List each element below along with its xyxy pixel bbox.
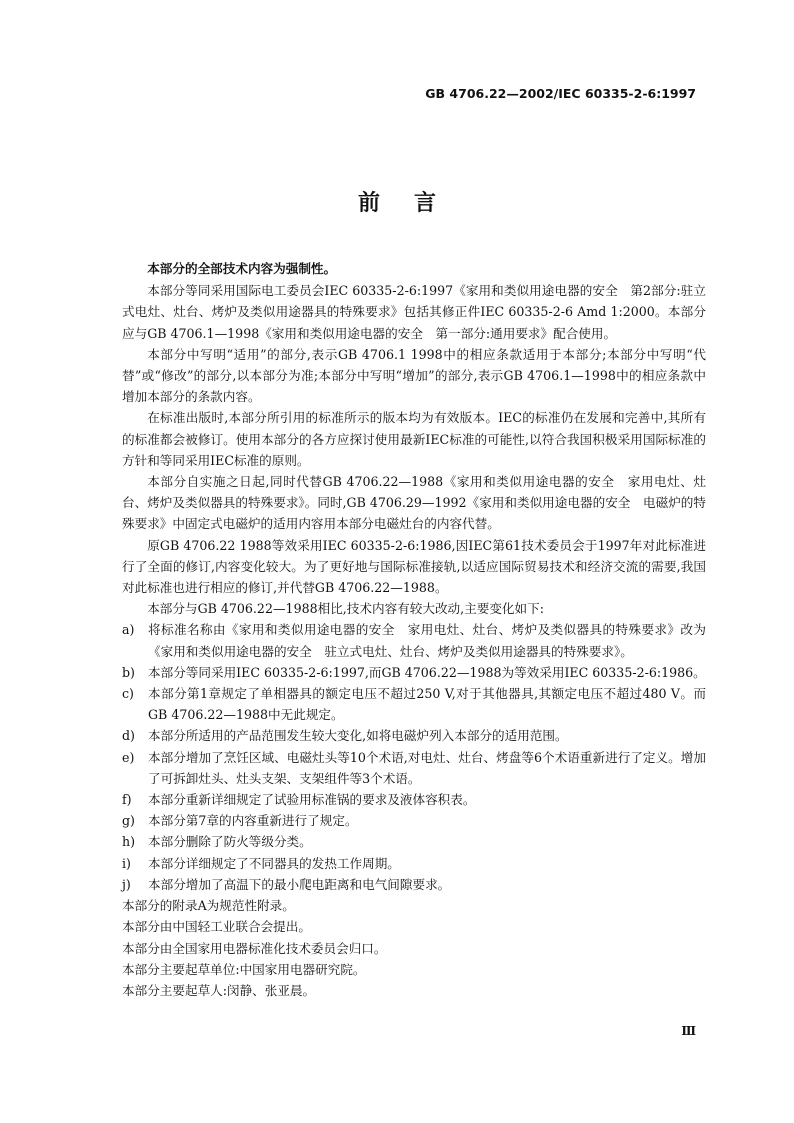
paragraph: 本部分与GB 4706.22—1988相比,技术内容有较大改动,主要变化如下: [147, 601, 544, 617]
paragraph: 在标准出版时,本部分所引用的标准所示的版本均为有效版本。IEC的标准仍在发展和完善中,其所有的标准都会被修订。使用本部分的各方应探讨使用最新IEC标准的可能性,以符合我国积极采用国际标准的方针和等同采用IEC标准的原则。 [122, 410, 706, 468]
list-label: d) [122, 728, 135, 744]
list-item [122, 789, 706, 810]
drafters-statement: 本部分主要起草人:闵静、张亚晨。 [122, 982, 316, 998]
list-text: 本部分增加了高温下的最小爬电距离和电气间隙要求。 [148, 876, 451, 892]
list-item [122, 810, 706, 831]
list-text: 本部分第7章的内容重新进行了规定。 [148, 813, 358, 829]
drafting-unit-statement: 本部分主要起草单位:中国家用电器研究院。 [122, 961, 366, 977]
list-text: 将标准名称由《家用和类似用途电器的安全 家用电灶、灶台、烤炉及类似器具的特殊要求》改为《家用和类似用途电器的安全 驻立式电灶、灶台、烤炉及类似用途器具的特殊要求》。 [148, 622, 706, 659]
list-label: c) [122, 686, 134, 702]
list-item [122, 831, 706, 852]
list-label: a) [122, 622, 135, 638]
annex-statement: 本部分的附录A为规范性附录。 [122, 898, 295, 914]
list-text: 本部分增加了烹饪区域、电磁灶头等10个术语,对电灶、灶台、烤盘等6个术语重新进行了定义。增加了可拆卸灶头、灶头支架、支架组件等3个术语。 [148, 749, 706, 786]
paragraph: 本部分中写明“适用”的部分,表示GB 4706.1 1998中的相应条款适用于本部分;本部分中写明“代替”或“修改”的部分,以本部分为准;本部分中写明“增加”的部分,表示GB 4706.1—1998中的相应条款中增加本部分的条款内容。 [122, 346, 706, 405]
paragraph: 本部分自实施之日起,同时代替GB 4706.22—1988《家用和类似用途电器的安全 家用电灶、灶台、烤炉及类似器具的特殊要求》。同时,GB 4706.29—1992《家用和类似用途电器的安全 电磁炉的特殊要求》中固定式电磁炉的适用内容用本部分电磁灶台的内容代替。 [122, 474, 706, 532]
foreword-body [122, 258, 706, 1001]
list-label: b) [122, 664, 135, 680]
paragraph: 原GB 4706.22 1988等效采用IEC 60335-2-6:1986,因IEC第61技术委员会于1997年对此标准进行了全面的修订,内容变化较大。为了更好地与国际标准接轨,以适应国际贸易技术和经济交流的需要,我国对此标准也进行相应的修订,并代替GB 4706.22—1988。 [122, 537, 706, 596]
proposer-statement: 本部分由中国轻工业联合会提出。 [122, 919, 311, 935]
list-text: 本部分详细规定了不同器具的发热工作周期。 [148, 855, 400, 871]
list-label: g) [122, 813, 135, 829]
list-text: 本部分第1章规定了单相器具的额定电压不超过250 V,对于其他器具,其额定电压不超过480 V。而GB 4706.22—1988中无此规定。 [148, 686, 706, 723]
list-text: 本部分等同采用IEC 60335-2-6:1997,而GB 4706.22—1988为等效采用IEC 60335-2-6:1986。 [148, 664, 706, 680]
paragraph: 本部分等同采用国际电工委员会IEC 60335-2-6:1997《家用和类似用途电器的安全 第2部分:驻立式电灶、灶台、烤炉及类似用途器具的特殊要求》包括其修正件IEC 60335-2-6 Amd 1:2000。本部分应与GB 4706.1—1998《家用和类似用途电器的安全 第一部分:通用要求》配合使用。 [122, 283, 706, 341]
list-text: 本部分重新详细规定了试验用标准锅的要求及液体容积表。 [148, 792, 476, 808]
list-item [122, 619, 706, 661]
list-label: e) [122, 749, 135, 765]
list-item [122, 725, 706, 746]
committee-statement: 本部分由全国家用电器标准化技术委员会归口。 [122, 940, 387, 956]
list-label: f) [122, 792, 132, 808]
changes-list [122, 619, 706, 895]
list-label: i) [122, 855, 131, 871]
list-text: 本部分所适用的产品范围发生较大变化,如将电磁炉列入本部分的适用范围。 [148, 728, 568, 744]
list-label: h) [122, 834, 136, 850]
list-item [122, 683, 706, 725]
page-number: Ⅲ [681, 1024, 696, 1038]
list-item [122, 874, 706, 895]
list-item [122, 853, 706, 874]
page-title: 前言 [357, 191, 470, 216]
list-text: 本部分删除了防火等级分类。 [148, 834, 312, 850]
list-item [122, 662, 706, 683]
list-item [122, 747, 706, 789]
standard-number: GB 4706.22—2002/IEC 60335-2-6:1997 [425, 86, 696, 101]
mandatory-statement: 本部分的全部技术内容为强制性。 [147, 261, 337, 276]
list-label: j) [122, 876, 131, 892]
